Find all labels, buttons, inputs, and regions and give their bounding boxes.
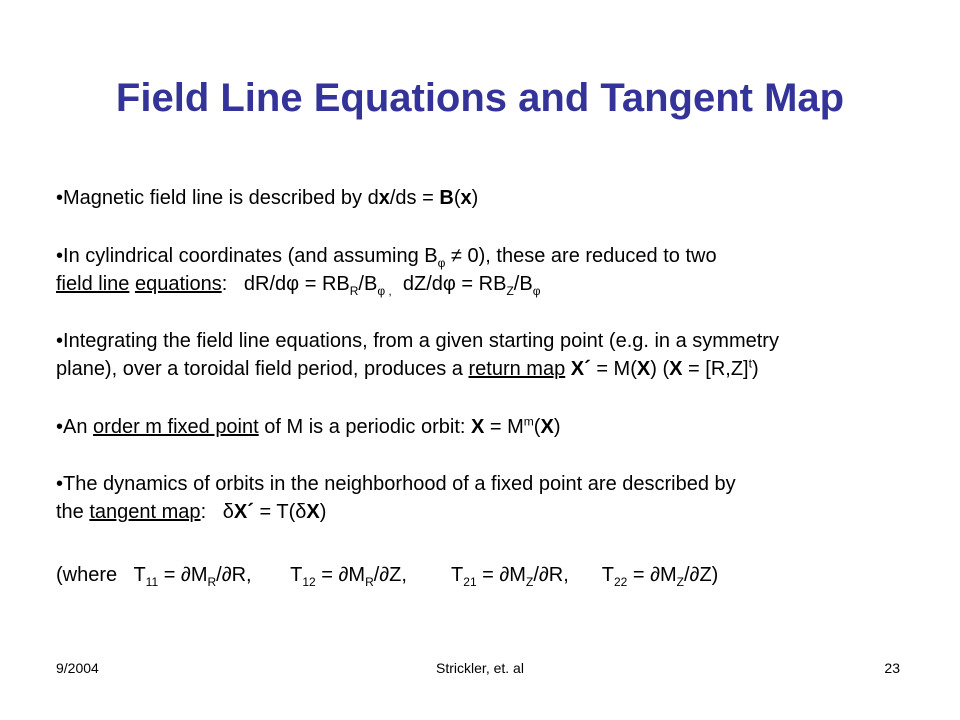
vector-X: X [471,416,485,438]
text: An [63,416,94,438]
subscript: 11 [145,575,159,589]
tangent-map-components [56,563,718,587]
subscript: R [207,575,217,589]
text: /∂R, T [533,564,614,586]
bullet-mark: • [56,416,64,438]
footer-author: Strickler, et. al [436,660,524,676]
text: = M( [590,358,637,380]
text: ) [471,187,479,209]
text: ≠ 0), these are reduced to two [445,245,717,267]
subscript: R [349,284,359,298]
vector-X: X [306,501,320,523]
text: = ∂M [158,564,208,586]
subscript: Z [525,575,534,589]
term-order-m-fixed-point: order m fixed point [93,416,259,438]
text: the [56,501,90,523]
text: ) [319,501,327,523]
bullet-mark: • [56,245,64,267]
subscript: Z [506,284,514,298]
subscript: 21 [463,575,477,589]
vector-x: x [378,187,390,209]
subscript: 12 [302,575,316,589]
subscript: Z [676,575,684,589]
slide-title: Field Line Equations and Tangent Map [115,76,845,120]
bullet-5-line-2 [56,500,326,524]
vector-x: x [460,187,472,209]
bullet-2-line-1 [56,244,717,268]
text: In cylindrical coordinates (and assuming B [63,245,438,267]
text: : δ [200,501,234,523]
text: /∂R, T [216,564,303,586]
bullet-3-line-2 [56,357,759,381]
term-return-map: return map [468,358,566,380]
footer-date: 9/2004 [56,660,99,676]
vector-B: B [439,187,454,209]
term-field-line: field line [56,273,130,295]
text: = M [484,416,524,438]
bullet-mark: • [56,473,64,495]
text: = ∂M [476,564,526,586]
vector-X-prime: X´ [570,358,591,380]
bullet-mark: • [56,187,64,209]
text: ) ( [650,358,670,380]
text: The dynamics of orbits in the neighborhood of a fixed point are described by [63,473,736,495]
term-equations: equations [134,273,222,295]
text: dZ/dφ = RB [391,273,507,295]
text: /B [513,273,533,295]
text: Magnetic field line is described by d [63,187,379,209]
bullet-4 [56,415,560,439]
text: (where T [56,564,146,586]
footer-page-number: 23 [884,660,900,676]
text: Integrating the field line equations, from a given starting point (e.g. in a symmetry [63,330,779,352]
vector-X: X [636,358,651,380]
superscript: t [748,356,752,371]
text: /ds = [389,187,440,209]
text: ( [453,187,461,209]
vector-X-prime: X´ [233,501,254,523]
subscript: φ , [377,284,392,298]
vector-X: X [669,358,683,380]
text: = ∂M [627,564,677,586]
text: = ∂M [315,564,366,586]
text: : dR/dφ = RB [221,273,350,295]
text: plane), over a toroidal field period, produces a [56,358,469,380]
term-tangent-map: tangent map [89,501,201,523]
text: of M is a periodic orbit: [258,416,471,438]
text: = [R,Z] [682,358,749,380]
bullet-mark: • [56,330,64,352]
vector-X: X [540,416,554,438]
subscript: 22 [613,575,628,589]
text: ( [533,416,541,438]
subscript: φ [532,284,541,298]
text: /B [358,273,378,295]
bullet-3-line-1 [56,329,779,353]
text: ) [751,358,759,380]
superscript: m [523,414,534,429]
bullet-1 [56,186,478,210]
text: ) [553,416,561,438]
subscript: φ [437,256,446,270]
text: /∂Z) [684,564,719,586]
bullet-5-line-1 [56,472,736,496]
bullet-2-line-2 [56,272,540,296]
subscript: R [365,575,374,589]
text: /∂Z, T [373,564,464,586]
text: = T(δ [253,501,307,523]
